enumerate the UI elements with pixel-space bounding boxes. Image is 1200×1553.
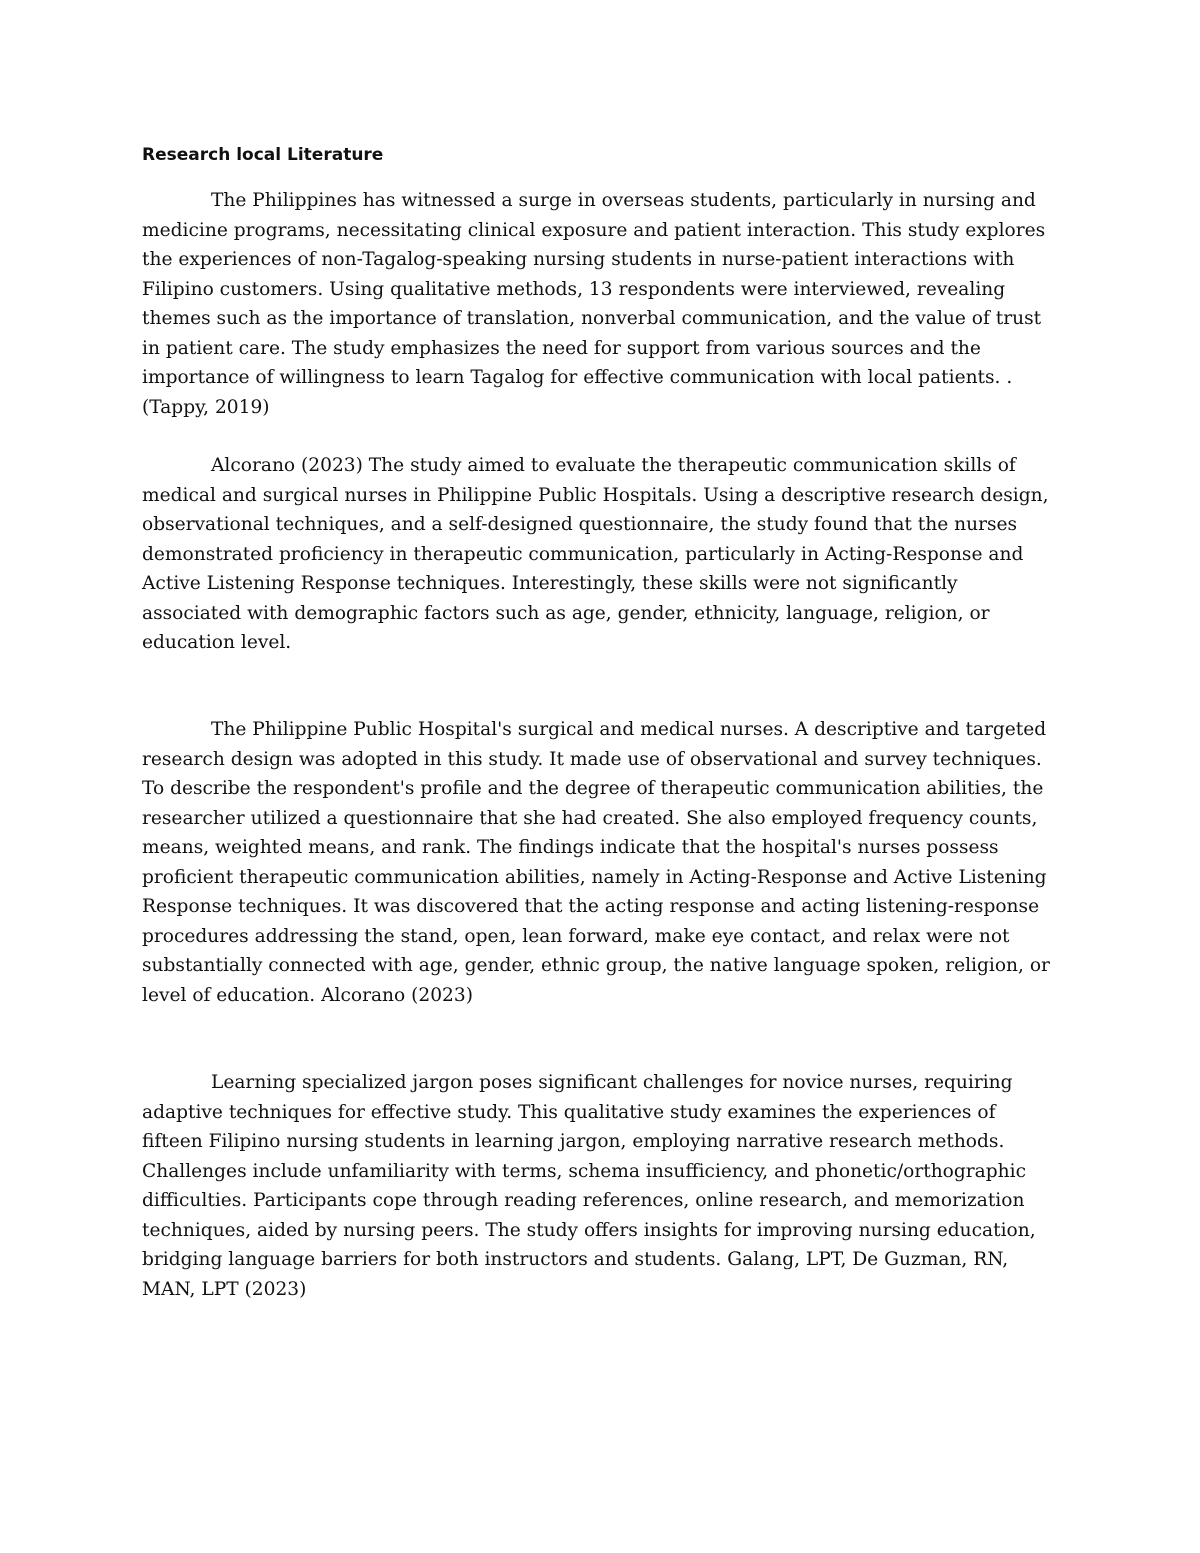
paragraph-galang-de-guzman: Learning specialized jargon poses significant challenges for novice nurses, requiring adaptive techniques for effective study. This qualitative study examines the experiences of fifteen Filipino nursing students in learning jargon, employing narrative research methods. Challenges include unfamiliarity with terms, schema insufficiency, and phonetic/orthographic difficulties. Participants cope through reading references, online research, and memorization techniques, aided by nursing peers. The study offers insights for improving nursing education, bridging language barriers for both instructors and students. Galang, LPT, De Guzman, RN, MAN, LPT (2023)	[142, 1072, 1036, 1300]
document-heading: Research local Literature	[142, 145, 384, 165]
paragraph-tappy-2019: The Philippines has witnessed a surge in overseas students, particularly in nursing and medicine programs, necessitating clinical exposure and patient interaction. This study explores the experiences of non-Tagalog-speaking nursing students in nurse-patient interactions with Filipino customers. Using qualitative methods, 13 respondents were interviewed, revealing themes such as the importance of translation, nonverbal communication, and the value of trust in patient care. The study emphasizes the need for support from various sources and the importance of willingness to learn Tagalog for effective communication with local patients. .(Tappy, 2019)	[142, 190, 1046, 418]
paragraph-alcorano-detail: The Philippine Public Hospital's surgical and medical nurses. A descriptive and targeted research design was adopted in this study. It made use of observational and survey techniques. To describe the respondent's profile and the degree of therapeutic communication abilities, the researcher utilized a questionnaire that she had created. She also employed frequency counts, means, weighted means, and rank. The findings indicate that the hospital's nurses possess proficient therapeutic communication abilities, namely in Acting-Response and Active Listening Response techniques. It was discovered that the acting response and acting listening-response procedures addressing the stand, open, lean forward, make eye contact, and relax were not substantially connected with age, gender, ethnic group, the native language spoken, religion, or level of education. Alcorano (2023)	[142, 719, 1050, 1006]
paragraph-alcorano-summary: Alcorano (2023) The study aimed to evaluate the therapeutic communication skills of medical and surgical nurses in Philippine Public Hospitals. Using a descriptive research design, observational techniques, and a self-designed questionnaire, the study found that the nurses demonstrated proficiency in therapeutic communication, particularly in Acting-Response and Active Listening Response techniques. Interestingly, these skills were not significantly associated with demographic factors such as age, gender, ethnicity, language, religion, or education level.	[142, 455, 1049, 653]
